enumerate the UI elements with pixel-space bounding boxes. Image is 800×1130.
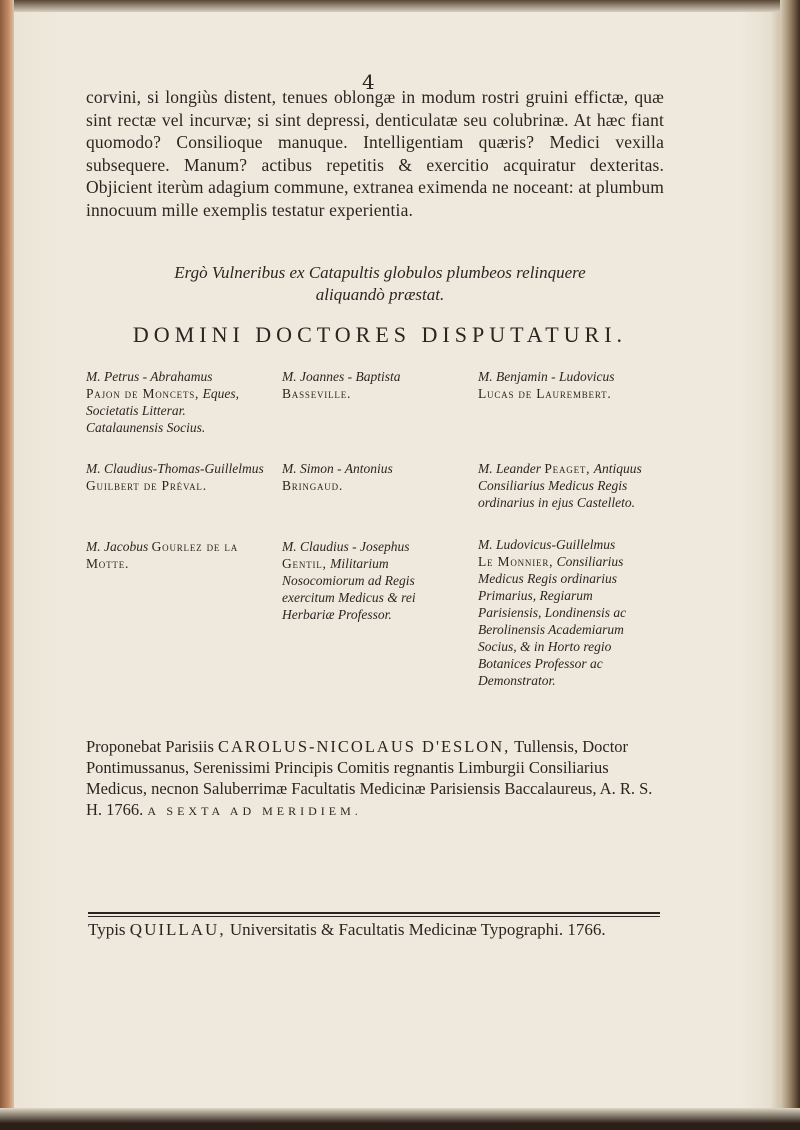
thesis-line-2: aliquandò præstat.	[315, 285, 445, 304]
doctor-surname: Guilbert de Préval.	[86, 478, 207, 493]
proponebat-paragraph	[86, 736, 664, 822]
doctor-description: Militarium Nosocomiorum ad Regis exercitum Medicus & rei Herbariæ Professor.	[282, 556, 416, 622]
doctor-given-name: M. Claudius-Thomas-Guillelmus	[86, 461, 264, 476]
colophon-details: Universitatis & Facultatis Medicinæ Typographi. 1766.	[229, 920, 606, 939]
doctor-given-name: M. Simon - Antonius	[282, 461, 393, 476]
doctor-entry	[282, 368, 462, 402]
doctor-surname: Peaget,	[544, 461, 591, 476]
printer-name: QUILLAU,	[129, 920, 226, 939]
doctor-description: Eques, Societatis Litterar. Catalaunensis Socius.	[86, 386, 239, 435]
doctor-given-name: M. Ludovicus-Guillelmus	[478, 537, 616, 552]
page-top-edge	[0, 0, 800, 12]
doctor-given-name: M. Claudius - Josephus	[282, 539, 410, 554]
doctor-entry	[282, 460, 462, 494]
doctor-surname: Gentil,	[282, 556, 327, 571]
doctors-heading: DOMINI DOCTORES DISPUTATURI.	[132, 322, 628, 347]
doctor-surname: Pajon de Moncets,	[86, 386, 200, 401]
binding-right-edge	[780, 0, 800, 1130]
doctor-entry	[478, 536, 656, 689]
double-rule-top	[88, 912, 660, 914]
proponebat-details: Tullensis, Doctor Pontimussanus, Serenissimi Principis Comitis regnantis Limburgii Consiliarius Medicus, necnon Saluberrimæ Facultatis Medicinæ Parisiensis Baccalaureus, A. R. S. H. 1766.	[86, 737, 653, 819]
doctor-surname: Gourlez de la Motte.	[86, 539, 238, 571]
page-bottom-edge	[0, 1108, 800, 1130]
binding-left-edge	[0, 0, 14, 1130]
double-rule-bottom	[88, 916, 660, 917]
doctor-given-name: M. Leander	[478, 461, 541, 476]
page-number: 4	[362, 70, 375, 94]
doctor-given-name: M. Jacobus	[86, 539, 149, 554]
colophon-typis: Typis	[88, 920, 126, 939]
doctor-entry	[478, 368, 656, 402]
doctor-entry	[86, 460, 266, 494]
proponebat-lead: Proponebat Parisiis	[86, 737, 214, 756]
body-paragraph: corvini, si longiùs distent, tenues oblongæ in modum rostri gruini effictæ, quæ sint rectæ vel incurvæ; si sint depressi, denticulatæ seu colubrinæ. At hæc fiant quomodo? Consilioque manuque. Intelligentiam quæris? Medici vexilla subsequere. Manum? actibus repetitis & exercitio acquiratur dexteritas. Objicient iterùm adagium commune, extranea eximenda ne noceant: at plumbum innocuum mille exemplis testatur experientia.	[86, 87, 664, 220]
thesis-statement	[110, 262, 650, 306]
doctor-surname: Basseville.	[282, 386, 352, 401]
doctor-surname: Le Monnier,	[478, 554, 554, 569]
doctor-entry	[86, 368, 266, 436]
doctor-entry	[478, 460, 656, 511]
disputation-time: A SEXTA AD MERIDIEM.	[147, 804, 362, 818]
thesis-line-1: Ergò Vulneribus ex Catapultis globulos plumbeos relinquere	[174, 263, 586, 282]
candidate-name: CAROLUS-NICOLAUS D'ESLON,	[218, 737, 511, 756]
doctor-surname: Bringaud.	[282, 478, 344, 493]
doctor-entry	[282, 538, 460, 623]
doctor-given-name: M. Benjamin - Ludovicus	[478, 369, 615, 384]
doctor-given-name: M. Joannes - Baptista	[282, 369, 401, 384]
doctor-entry	[86, 538, 266, 572]
doctor-description: Antiquus Consiliarius Medicus Regis ordinarius in ejus Castelleto.	[478, 461, 642, 510]
doctor-description: Consiliarius Medicus Regis ordinarius Primarius, Regiarum Parisiensis, Londinensis ac Berolinensis Academiarum Socius, & in Horto regio Botanices Professor ac Demonstrator.	[478, 554, 627, 688]
printer-colophon	[88, 920, 668, 940]
doctor-given-name: M. Petrus - Abrahamus	[86, 369, 213, 384]
doctor-surname: Lucas de Laurembert.	[478, 386, 612, 401]
